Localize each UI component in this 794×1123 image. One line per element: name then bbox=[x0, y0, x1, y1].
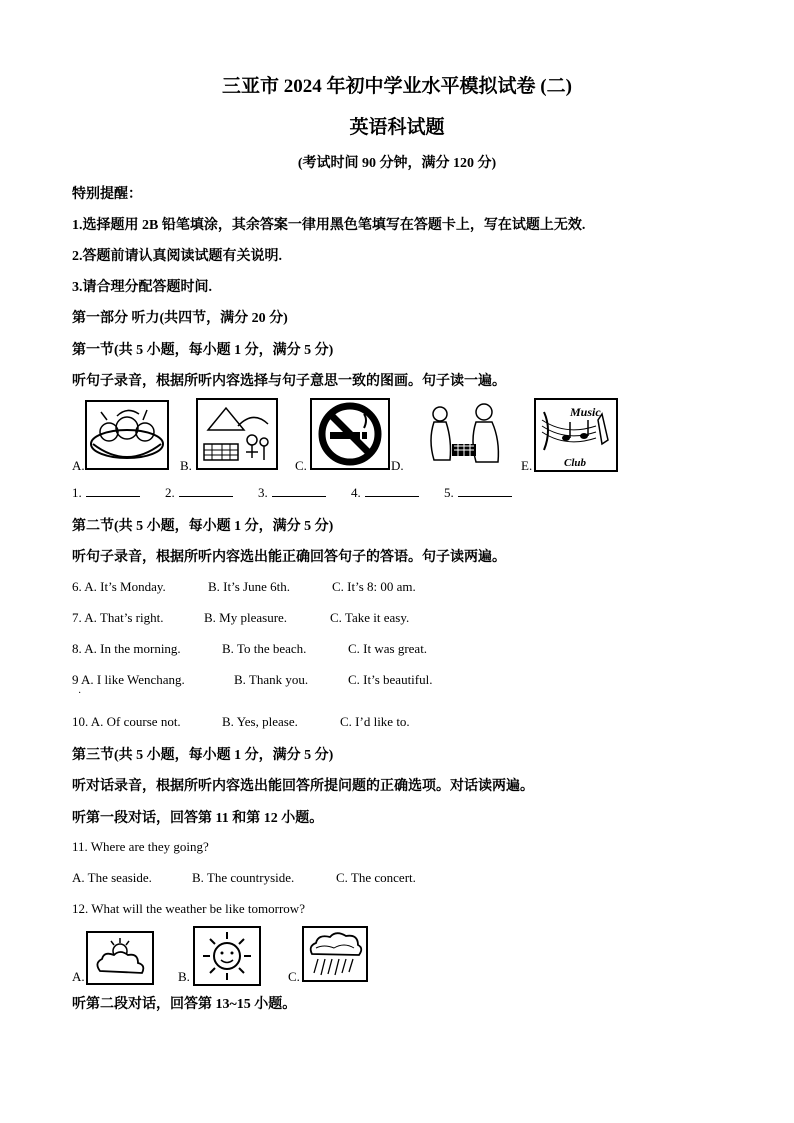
q7-option-b: B. My pleasure. bbox=[204, 610, 288, 625]
picture-label-e: E. bbox=[521, 458, 533, 473]
q10-option-b: B. Yes, please. bbox=[222, 714, 298, 729]
section1-heading: 第一节(共 5 小题，每小题 1 分，满分 5 分) bbox=[72, 343, 334, 358]
music-club-sign-icon bbox=[534, 398, 618, 472]
dialogue2-heading: 听第二段对话，回答第 13~15 小题。 bbox=[72, 997, 297, 1012]
q11-option-c: C. The concert. bbox=[336, 870, 416, 885]
q9-option-b: B. Thank you. bbox=[234, 672, 309, 687]
stray-dot: · bbox=[78, 688, 82, 699]
section1-instruction: 听句子录音，根据所听内容选择与句子意思一致的图画。句子读一遍。 bbox=[72, 374, 506, 389]
picnic-scene-icon bbox=[196, 398, 278, 470]
music-sign-top-text: Music bbox=[570, 405, 601, 419]
blank-4[interactable]: 4. bbox=[351, 485, 419, 500]
q6-option-b: B. It’s June 6th. bbox=[208, 579, 290, 594]
section3-heading: 第三节(共 5 小题，每小题 1 分，满分 5 分) bbox=[72, 748, 334, 763]
blank-5[interactable]: 5. bbox=[444, 485, 512, 500]
reminder-item-2: 2.答题前请认真阅读试题有关说明. bbox=[72, 249, 282, 264]
reminder-item-3: 3.请合理分配答题时间. bbox=[72, 280, 212, 295]
music-sign-bottom-text: Club bbox=[564, 457, 587, 469]
q12-label-b: B. bbox=[178, 969, 190, 984]
section2-instruction: 听句子录音，根据所听内容选出能正确回答句子的答语。句子读两遍。 bbox=[72, 550, 506, 565]
exam-subtitle: 英语科试题 bbox=[349, 117, 445, 138]
blank-1[interactable]: 1. bbox=[72, 485, 140, 500]
q10-option-a: 10. A. Of course not. bbox=[72, 714, 181, 729]
picture-label-c: C. bbox=[295, 458, 307, 473]
reminder-item-1: 1.选择题用 2B 铅笔填涂，其余答案一律用黑色笔填写在答题卡上，写在试题上无效. bbox=[72, 218, 586, 233]
q12-label-a: A. bbox=[72, 969, 85, 984]
q8-option-b: B. To the beach. bbox=[222, 641, 307, 656]
q12-question: 12. What will the weather be like tomorrow? bbox=[72, 901, 305, 916]
q10-option-c: C. I’d like to. bbox=[340, 714, 410, 729]
q9-option-a: 9 A. I like Wenchang. bbox=[72, 672, 185, 687]
cloudy-icon bbox=[86, 931, 154, 985]
q7-option-c: C. Take it easy. bbox=[330, 610, 410, 625]
blank-2[interactable]: 2. bbox=[165, 485, 233, 500]
dialogue1-heading: 听第一段对话，回答第 11 和第 12 小题。 bbox=[72, 811, 324, 826]
fruit-basket-icon bbox=[85, 400, 169, 470]
q6-option-a: 6. A. It’s Monday. bbox=[72, 579, 166, 594]
sunny-icon bbox=[193, 926, 261, 986]
blank-3[interactable]: 3. bbox=[258, 485, 326, 500]
section3-instruction: 听对话录音，根据所听内容选出能回答所提问题的正确选项。对话读两遍。 bbox=[72, 779, 534, 794]
picture-label-d: D. bbox=[391, 458, 404, 473]
q11-option-b: B. The countryside. bbox=[192, 870, 295, 885]
q8-option-c: C. It was great. bbox=[348, 641, 428, 656]
exam-info: (考试时间 90 分钟，满分 120 分) bbox=[297, 156, 497, 171]
q8-option-a: 8. A. In the morning. bbox=[72, 641, 181, 656]
q9-option-c: C. It’s beautiful. bbox=[348, 672, 433, 687]
picture-label-a: A. bbox=[72, 458, 85, 473]
q11-question: 11. Where are they going? bbox=[72, 839, 209, 854]
q12-label-c: C. bbox=[288, 969, 300, 984]
answer-blanks bbox=[72, 484, 534, 501]
q11-option-a: A. The seaside. bbox=[72, 870, 152, 885]
people-playing-chess-icon bbox=[424, 400, 506, 466]
exam-title: 三亚市 2024 年初中学业水平模拟试卷 (二) bbox=[222, 76, 572, 97]
no-smoking-sign-icon bbox=[310, 398, 390, 470]
reminder-heading: 特别提醒： bbox=[72, 187, 142, 202]
picture-label-b: B. bbox=[180, 458, 192, 473]
q6-option-c: C. It’s 8: 00 am. bbox=[332, 579, 416, 594]
rainy-icon bbox=[302, 926, 368, 982]
q7-option-a: 7. A. That’s right. bbox=[72, 610, 164, 625]
part1-heading: 第一部分 听力(共四节，满分 20 分) bbox=[72, 311, 288, 326]
section2-heading: 第二节(共 5 小题，每小题 1 分，满分 5 分) bbox=[72, 519, 334, 534]
